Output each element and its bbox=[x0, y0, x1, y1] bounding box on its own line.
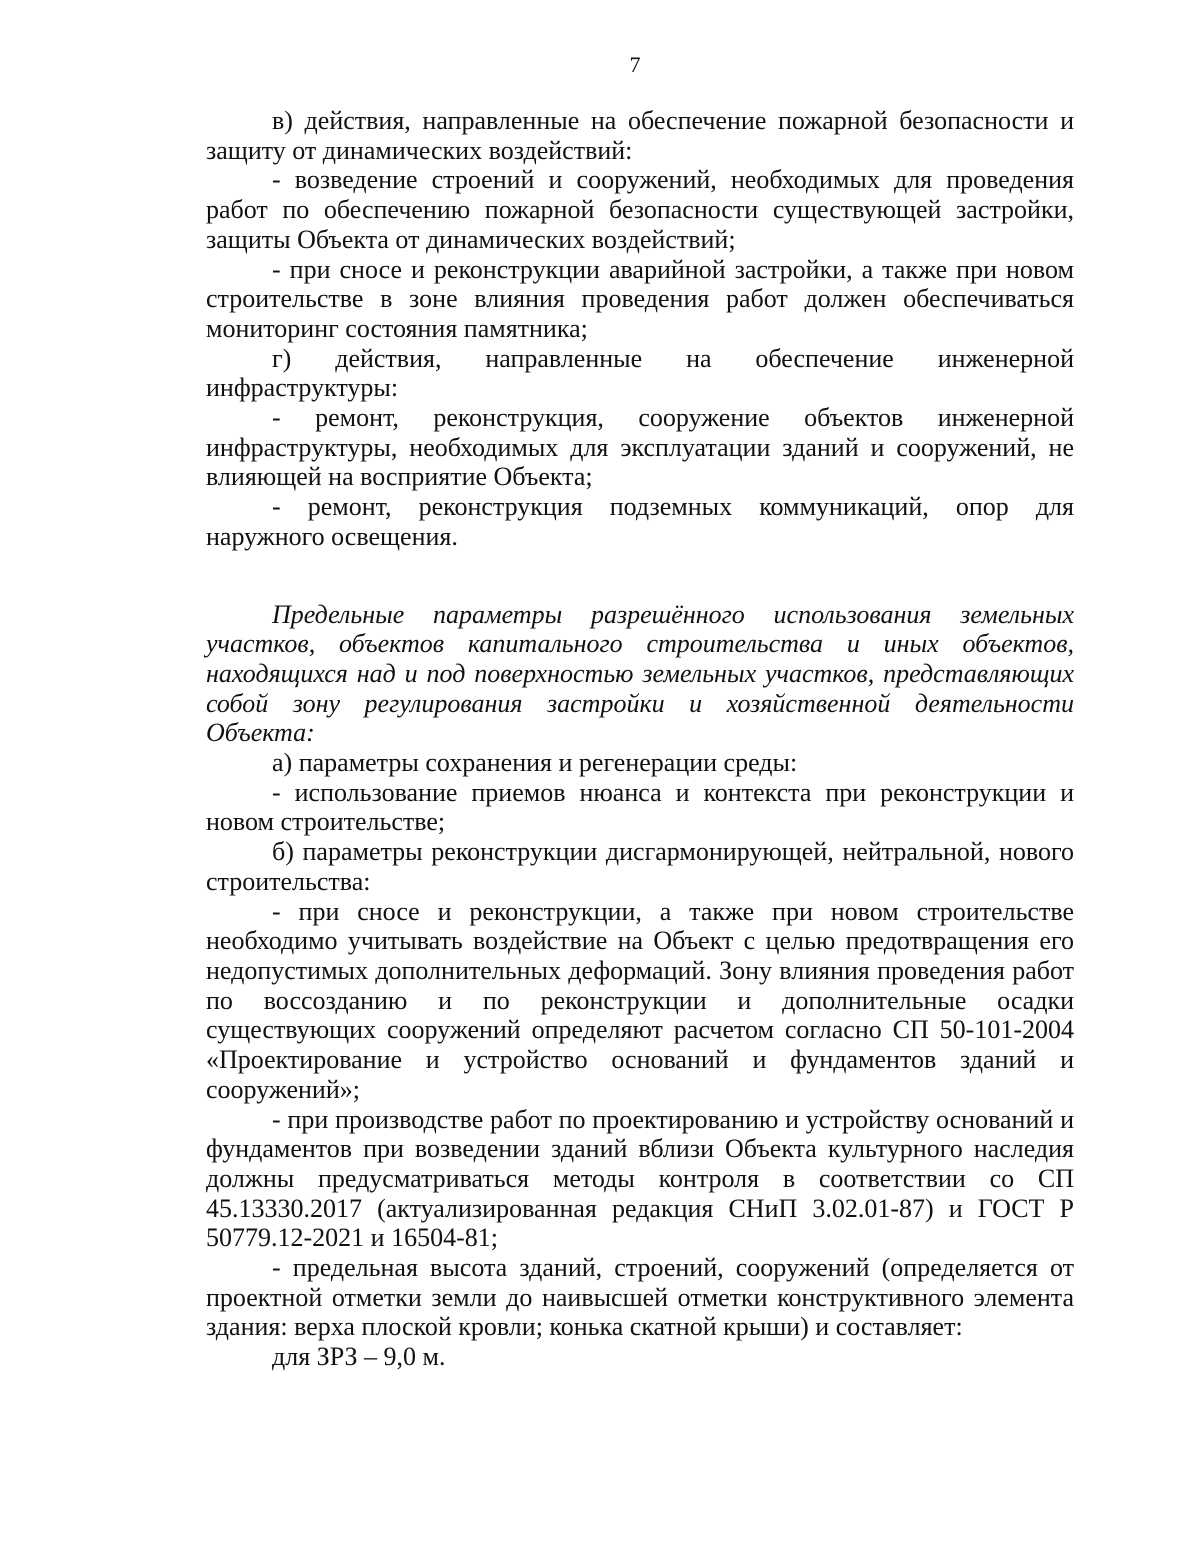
paragraph-reconstruction-item-1: - при сносе и реконструкции, а также при новом строительстве необходимо учитывать воздействие на Объект с целью предотвращения его недопустимых дополнительных деформаций. Зону влияния проведения работ по воссозданию и по реконструкции и дополнительные осадки существующих сооружений определяют расчетом согласно СП 50-101-2004 «Проектирование и устройство оснований и фундаментов зданий и сооружений»; bbox=[206, 896, 1074, 1104]
paragraph-reconstruction-item-3: - предельная высота зданий, строений, сооружений (определяется от проектной отметки земли до наивысшей отметки конструктивного элемента здания: верха плоской кровли; конька скатной крыши) и составляет: bbox=[206, 1253, 1074, 1342]
paragraph-a-environment: а) параметры сохранения и регенерации среды: bbox=[272, 748, 798, 778]
document-body bbox=[206, 106, 1074, 1372]
paragraph-infrastructure-item-1: - ремонт, реконструкция, сооружение объектов инженерной инфраструктуры, необходимых для эксплуатации зданий и сооружений, не влияющей на восприятие Объекта; bbox=[206, 403, 1074, 492]
paragraph-infrastructure-item-2: - ремонт, реконструкция подземных коммуникаций, опор для наружного освещения. bbox=[206, 492, 1074, 551]
paragraph-height-limit: для ЗРЗ – 9,0 м. bbox=[272, 1342, 446, 1372]
paragraph-fire-safety-item-1: - возведение строений и сооружений, необходимых для проведения работ по обеспечению пожарной безопасности существующей застройки, защиты Объекта от динамических воздействий; bbox=[206, 165, 1074, 254]
page-number: 7 bbox=[629, 52, 641, 77]
section-heading: Предельные параметры разрешённого использования земельных участков, объектов капитального строительства и иных объектов, находящихся над и под поверхностью земельных участков, представляющих собой зону регулирования застройки и хозяйственной деятельности Объекта: bbox=[206, 599, 1074, 748]
paragraph-fire-safety-item-2: - при сносе и реконструкции аварийной застройки, а также при новом строительстве в зоне влияния проведения работ должен обеспечиваться мониторинг состояния памятника; bbox=[206, 254, 1074, 343]
paragraph-environment-item-1: - использование приемов нюанса и контекста при реконструкции и новом строительстве; bbox=[206, 777, 1074, 837]
paragraph-reconstruction-item-2: - при производстве работ по проектированию и устройству оснований и фундаментов при возведении зданий вблизи Объекта культурного наследия должны предусматриваться методы контроля в соответствии со СП 45.13330.2017 (актуализированная редакция СНиП 3.02.01-87) и ГОСТ Р 50779.12-2021 и 16504-81; bbox=[206, 1104, 1074, 1253]
paragraph-b-reconstruction: б) параметры реконструкции дисгармонирующей, нейтральной, нового строительства: bbox=[206, 837, 1074, 896]
paragraph-g-infrastructure: г) действия, направленные на обеспечение инженерной инфраструктуры: bbox=[206, 343, 1074, 403]
paragraph-v-fire-safety: в) действия, направленные на обеспечение пожарной безопасности и защиту от динамических воздействий: bbox=[206, 106, 1074, 165]
